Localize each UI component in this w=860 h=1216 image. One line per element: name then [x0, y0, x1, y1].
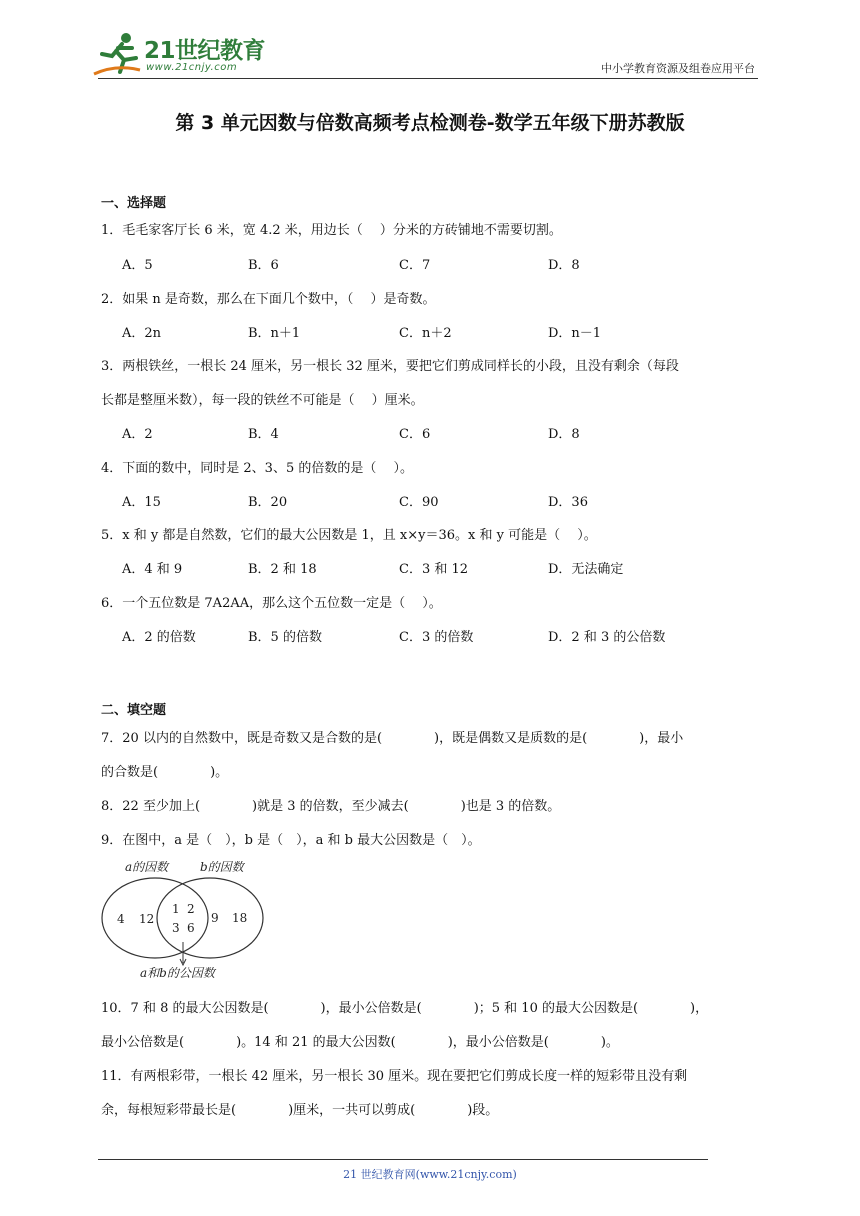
question-6: 6．一个五位数是 7A2AA，那么这个五位数一定是（ ）。 — [101, 596, 442, 611]
footer-divider — [98, 1159, 708, 1160]
platform-name: 中小学教育资源及组卷应用平台 — [601, 62, 755, 75]
question-4: 4．下面的数中，同时是 2、3、5 的倍数的是（ ）。 — [101, 461, 413, 476]
question-3: 3．两根铁丝，一根长 24 厘米，另一根长 32 厘米，要把它们剪成同样长的小段，且没有剩余（每段 — [101, 359, 679, 374]
option-2d: D．n－1 — [548, 326, 602, 341]
venn-common-item: 1 — [172, 902, 180, 916]
footer-text: 21 世纪教育网(www.21cnjy.com) — [343, 1168, 517, 1181]
option-2c: C．n＋2 — [399, 326, 452, 341]
question-8: 8．22 至少加上( )就是 3 的倍数，至少减去( )也是 3 的倍数。 — [101, 799, 561, 814]
option-4a: A．15 — [122, 495, 161, 510]
venn-b-item: 9 — [211, 911, 219, 925]
question-5: 5．x 和 y 都是自然数，它们的最大公因数是 1，且 x×y＝36。x 和 y 可能是（ ）。 — [101, 528, 597, 543]
venn-common-item: 2 — [187, 902, 195, 916]
question-10-cont: 最小公倍数是( )。14 和 21 的最大公因数( )，最小公倍数是( )。 — [101, 1035, 619, 1050]
header-divider — [98, 78, 758, 79]
logo-url: www.21cnjy.com — [146, 62, 238, 73]
option-2a: A．2n — [122, 326, 162, 341]
option-5d: D．无法确定 — [548, 562, 624, 577]
question-3-cont: 长都是整厘米数），每一段的铁丝不可能是（ ）厘米。 — [101, 393, 424, 408]
section-heading-choice: 一、选择题 — [101, 196, 167, 211]
logo-text: 21世纪教育 — [144, 38, 266, 64]
site-logo — [92, 30, 266, 80]
option-1a: A．5 — [122, 258, 153, 273]
option-3d: D．8 — [548, 427, 580, 442]
venn-a-item: 12 — [139, 912, 155, 926]
option-6a: A．2 的倍数 — [122, 630, 196, 645]
option-3a: A．2 — [122, 427, 153, 442]
venn-b-label: b的因数 — [200, 860, 244, 874]
option-5a: A．4 和 9 — [122, 562, 183, 577]
option-6b: B．5 的倍数 — [248, 630, 322, 645]
option-4d: D．36 — [548, 495, 588, 510]
option-6d: D．2 和 3 的公倍数 — [548, 630, 666, 645]
option-5c: C．3 和 12 — [399, 562, 469, 577]
option-4c: C．90 — [399, 495, 439, 510]
page-title: 第 3 单元因数与倍数高频考点检测卷-数学五年级下册苏教版 — [175, 112, 685, 134]
option-1c: C．7 — [399, 258, 431, 273]
question-10: 10．7 和 8 的最大公因数是( )，最小公倍数是( )；5 和 10 的最大公因数是( )， — [101, 1001, 709, 1016]
question-1: 1．毛毛家客厅长 6 米，宽 4.2 米，用边长（ ）分米的方砖铺地不需要切割。 — [101, 223, 562, 238]
question-11: 11．有两根彩带，一根长 42 厘米，另一根长 30 厘米。现在要把它们剪成长度一样的短彩带且没有剩 — [101, 1069, 688, 1084]
question-11-cont: 余，每根短彩带最长是( )厘米，一共可以剪成( )段。 — [101, 1103, 499, 1118]
venn-b-item: 18 — [232, 911, 248, 925]
option-1b: B．6 — [248, 258, 279, 273]
runner-logo-icon — [92, 30, 144, 78]
option-4b: B．20 — [248, 495, 288, 510]
question-9: 9．在图中，a 是（ ），b 是（ ），a 和 b 最大公因数是（ ）。 — [101, 833, 481, 848]
option-1d: D．8 — [548, 258, 580, 273]
section-heading-fill: 二、填空题 — [101, 703, 167, 718]
question-7: 7．20 以内的自然数中，既是奇数又是合数的是( )，既是偶数又是质数的是( )，最小 — [101, 731, 684, 746]
venn-common-item: 6 — [187, 921, 195, 935]
venn-a-label: a的因数 — [125, 860, 169, 874]
venn-diagram — [95, 850, 275, 985]
venn-common-item: 3 — [172, 921, 180, 935]
venn-a-item: 4 — [117, 912, 125, 926]
option-2b: B．n＋1 — [248, 326, 301, 341]
venn-common-label: a和b的公因数 — [140, 966, 215, 980]
option-3b: B．4 — [248, 427, 279, 442]
option-6c: C．3 的倍数 — [399, 630, 474, 645]
question-2: 2．如果 n 是奇数，那么在下面几个数中，（ ）是奇数。 — [101, 292, 436, 307]
option-5b: B．2 和 18 — [248, 562, 317, 577]
option-3c: C．6 — [399, 427, 431, 442]
question-7-cont: 的合数是( )。 — [101, 765, 229, 780]
